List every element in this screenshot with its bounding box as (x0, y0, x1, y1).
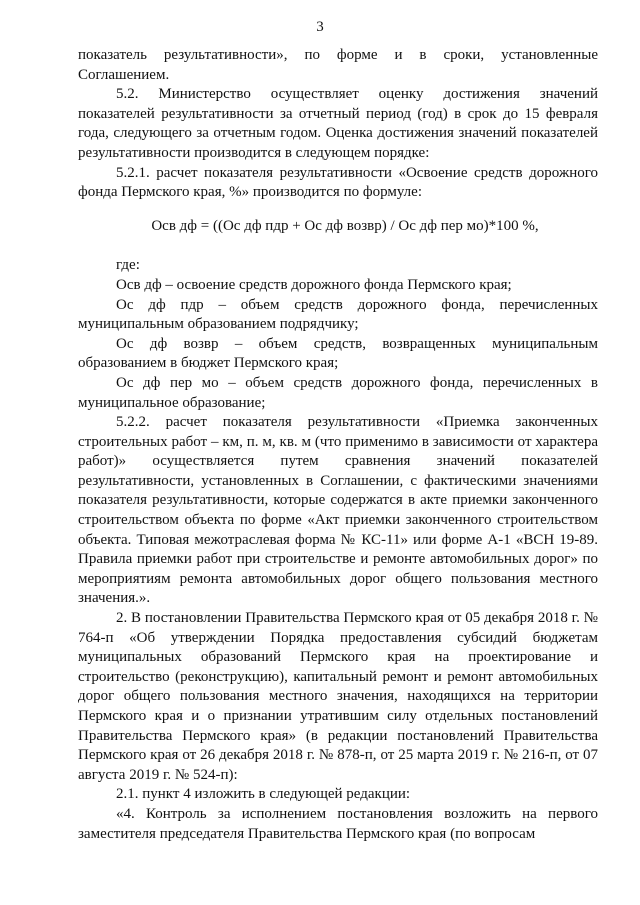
paragraph-where: где: (116, 257, 140, 274)
paragraph-2-1: 2.1. пункт 4 изложить в следующей редакции: (116, 786, 411, 803)
paragraph-4-quote: «4. Контроль за исполнением постановления возложить на первого заместителя председателя Правительства Пермского края (по вопросам (78, 805, 598, 842)
definition-os-df-per-mo: Ос дф пер мо – объем средств дорожного фонда, перечисленных в муниципальное образование; (78, 374, 598, 411)
definition-osv-df: Осв дф – освоение средств дорожного фонда Пермского края; (116, 276, 512, 293)
page-number: 3 (316, 19, 324, 35)
paragraph-5-2-2: 5.2.2. расчет показателя результативности «Приемка законченных строительных работ – км, п. м, кв. м (что применимо в зависимости от характера работ)» осуществляется путем сравнения значений показателей результативности, установленных в Соглашении, с фактическими значениями показателя результативности, которые содержатся в акте приемки законченного строительством объекта по форме «Акт приемки законченного строительством объекта. Типовая межотраслевая форма № КС-11» или форме А-1 «ВСН 19-89. Правила приемки работ при строительстве и ремонте автомобильных дорог» по мероприятиям ремонта автомобильных дорог общего пользования местного значения.». (78, 414, 598, 607)
paragraph-5-2: 5.2. Министерство осуществляет оценку достижения значений показателей результативности за отчетный период (год) в срок до 15 февраля года, следующего за отчетным годом. Оценка достижения значений показателей результативности производится в следующем порядке: (78, 86, 598, 161)
paragraph-continuation: показатель результативности», по форме и в сроки, установленные Соглашением. (78, 47, 598, 83)
paragraph-5-2-1: 5.2.1. расчет показателя результативности «Освоение средств дорожного фонда Пермского края, %» производится по формуле: (78, 164, 598, 201)
paragraph-2: 2. В постановлении Правительства Пермского края от 05 декабря 2018 г. № 764-п «Об утверждении Порядка предоставления субсидий бюджетам муниципальных образований Пермского края на проектирование и строительство (реконструкцию), капитальный ремонт и ремонт автомобильных дорог общего пользования местного значения, находящихся на территории Пермского края и о признании утратившим силу отдельных постановлений Правительства Пермского края» (в редакции постановлений Правительства Пермского края от 26 декабря 2018 г. № 878-п, от 25 марта 2019 г. № 216-п, от 07 августа 2019 г. № 524-п): (78, 610, 598, 783)
definition-os-df-vozvr: Ос дф возвр – объем средств, возвращенных муниципальным образованием в бюджет Пермского края; (78, 335, 598, 372)
formula: Осв дф = ((Ос дф пдр + Ос дф возвр) / Ос дф пер мо)*100 %, (151, 217, 539, 234)
definition-os-df-pdr: Ос дф пдр – объем средств дорожного фонда, перечисленных муниципальным образованием подрядчику; (78, 296, 598, 333)
document-body (78, 46, 598, 844)
